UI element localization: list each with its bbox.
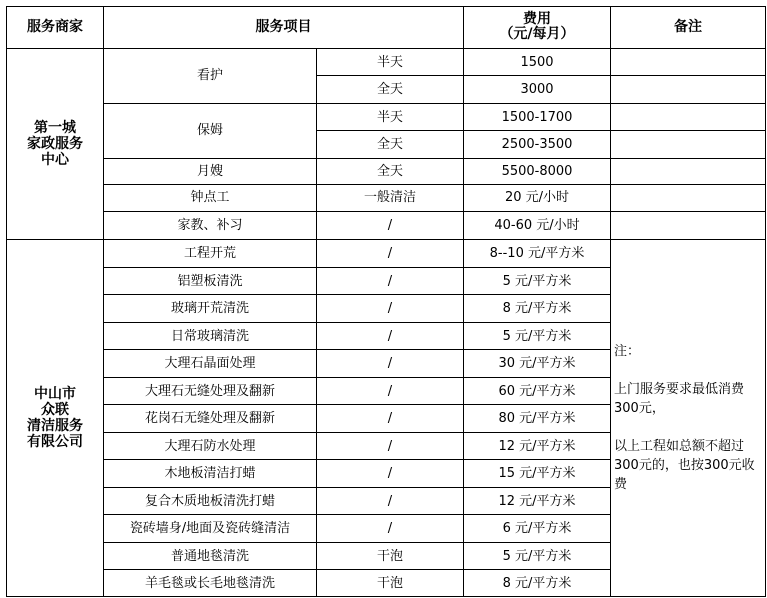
header-merchant: 服务商家 [7, 7, 104, 49]
service-item: 花岗石无缝处理及翻新 [104, 405, 317, 433]
remark-note [611, 240, 766, 597]
service-item: 日常玻璃清洗 [104, 322, 317, 350]
remark-line-1: 上门服务要求最低消费300元， [614, 382, 745, 417]
remark-title: 注： [614, 344, 641, 360]
service-fee: 5 元/平方米 [464, 542, 611, 570]
merchant-2 [7, 240, 104, 597]
header-service: 服务项目 [104, 7, 464, 49]
table-row [7, 48, 766, 76]
service-fee: 8 元/平方米 [464, 295, 611, 323]
table-row [7, 185, 766, 211]
service-type: / [317, 515, 464, 543]
header-fee-line1: 费用 [523, 11, 551, 28]
service-item: 大理石无缝处理及翻新 [104, 377, 317, 405]
remark-cell [611, 131, 766, 159]
header-fee [464, 7, 611, 49]
merchant-1-line: 中心 [41, 152, 69, 169]
service-type: / [317, 267, 464, 295]
service-type: 一般清洁 [317, 185, 464, 211]
service-type: 全天 [317, 131, 464, 159]
service-fee: 1500 [464, 48, 611, 76]
service-fee: 5500-8000 [464, 158, 611, 184]
service-type: 半天 [317, 103, 464, 131]
table-row [7, 103, 766, 131]
merchant-2-line: 清洁服务 [27, 418, 83, 435]
service-type: / [317, 322, 464, 350]
remark-cell [611, 211, 766, 240]
service-fee: 40-60 元/小时 [464, 211, 611, 240]
service-fee: 30 元/平方米 [464, 350, 611, 378]
service-type: / [317, 240, 464, 268]
service-type: / [317, 377, 464, 405]
service-type: 全天 [317, 76, 464, 104]
remark-cell [611, 48, 766, 76]
service-item: 木地板清洁打蜡 [104, 460, 317, 488]
service-type: / [317, 432, 464, 460]
service-fee: 8--10 元/平方米 [464, 240, 611, 268]
service-type: / [317, 405, 464, 433]
remark-cell [611, 185, 766, 211]
service-fee: 1500-1700 [464, 103, 611, 131]
service-fee: 12 元/平方米 [464, 432, 611, 460]
service-item: 看护 [104, 48, 317, 103]
remark-cell [611, 76, 766, 104]
header-fee-line2: （元/每月） [499, 26, 575, 43]
service-fee: 60 元/平方米 [464, 377, 611, 405]
service-fee: 6 元/平方米 [464, 515, 611, 543]
service-item: 羊毛毯或长毛地毯清洗 [104, 570, 317, 597]
merchant-2-line: 中山市 [34, 386, 76, 403]
service-fee: 2500-3500 [464, 131, 611, 159]
service-fee: 15 元/平方米 [464, 460, 611, 488]
service-type: / [317, 211, 464, 240]
service-item: 保姆 [104, 103, 317, 158]
price-table [6, 6, 766, 597]
service-item: 瓷砖墙身/地面及瓷砖缝清洁 [104, 515, 317, 543]
service-type: 半天 [317, 48, 464, 76]
service-fee: 12 元/平方米 [464, 487, 611, 515]
service-item: 玻璃开荒清洗 [104, 295, 317, 323]
service-item: 大理石晶面处理 [104, 350, 317, 378]
remark-line-2: 以上工程如总额不超过300元的，也按300元收费 [614, 439, 755, 493]
service-type: / [317, 295, 464, 323]
remark-cell [611, 103, 766, 131]
remark-cell [611, 158, 766, 184]
service-item: 钟点工 [104, 185, 317, 211]
service-item: 铝塑板清洗 [104, 267, 317, 295]
service-type: 干泡 [317, 570, 464, 597]
service-fee: 20 元/小时 [464, 185, 611, 211]
merchant-1 [7, 48, 104, 240]
service-item: 工程开荒 [104, 240, 317, 268]
remark-spacer [614, 418, 762, 437]
table-row [7, 240, 766, 268]
merchant-1-line: 第一城 [34, 120, 76, 137]
remark-spacer [614, 361, 762, 380]
header-row [7, 7, 766, 49]
service-item: 普通地毯清洗 [104, 542, 317, 570]
service-type: 干泡 [317, 542, 464, 570]
service-type: 全天 [317, 158, 464, 184]
service-item: 家教、补习 [104, 211, 317, 240]
header-remark: 备注 [611, 7, 766, 49]
service-fee: 5 元/平方米 [464, 267, 611, 295]
service-fee: 3000 [464, 76, 611, 104]
table-row [7, 158, 766, 184]
service-item: 月嫂 [104, 158, 317, 184]
service-type: / [317, 460, 464, 488]
service-fee: 5 元/平方米 [464, 322, 611, 350]
service-fee: 80 元/平方米 [464, 405, 611, 433]
service-fee: 8 元/平方米 [464, 570, 611, 597]
merchant-2-line: 有限公司 [27, 434, 83, 451]
merchant-2-line: 众联 [41, 402, 69, 419]
merchant-1-line: 家政服务 [27, 136, 83, 153]
service-type: / [317, 487, 464, 515]
service-type: / [317, 350, 464, 378]
table-row [7, 211, 766, 240]
service-item: 复合木质地板清洗打蜡 [104, 487, 317, 515]
service-item: 大理石防水处理 [104, 432, 317, 460]
